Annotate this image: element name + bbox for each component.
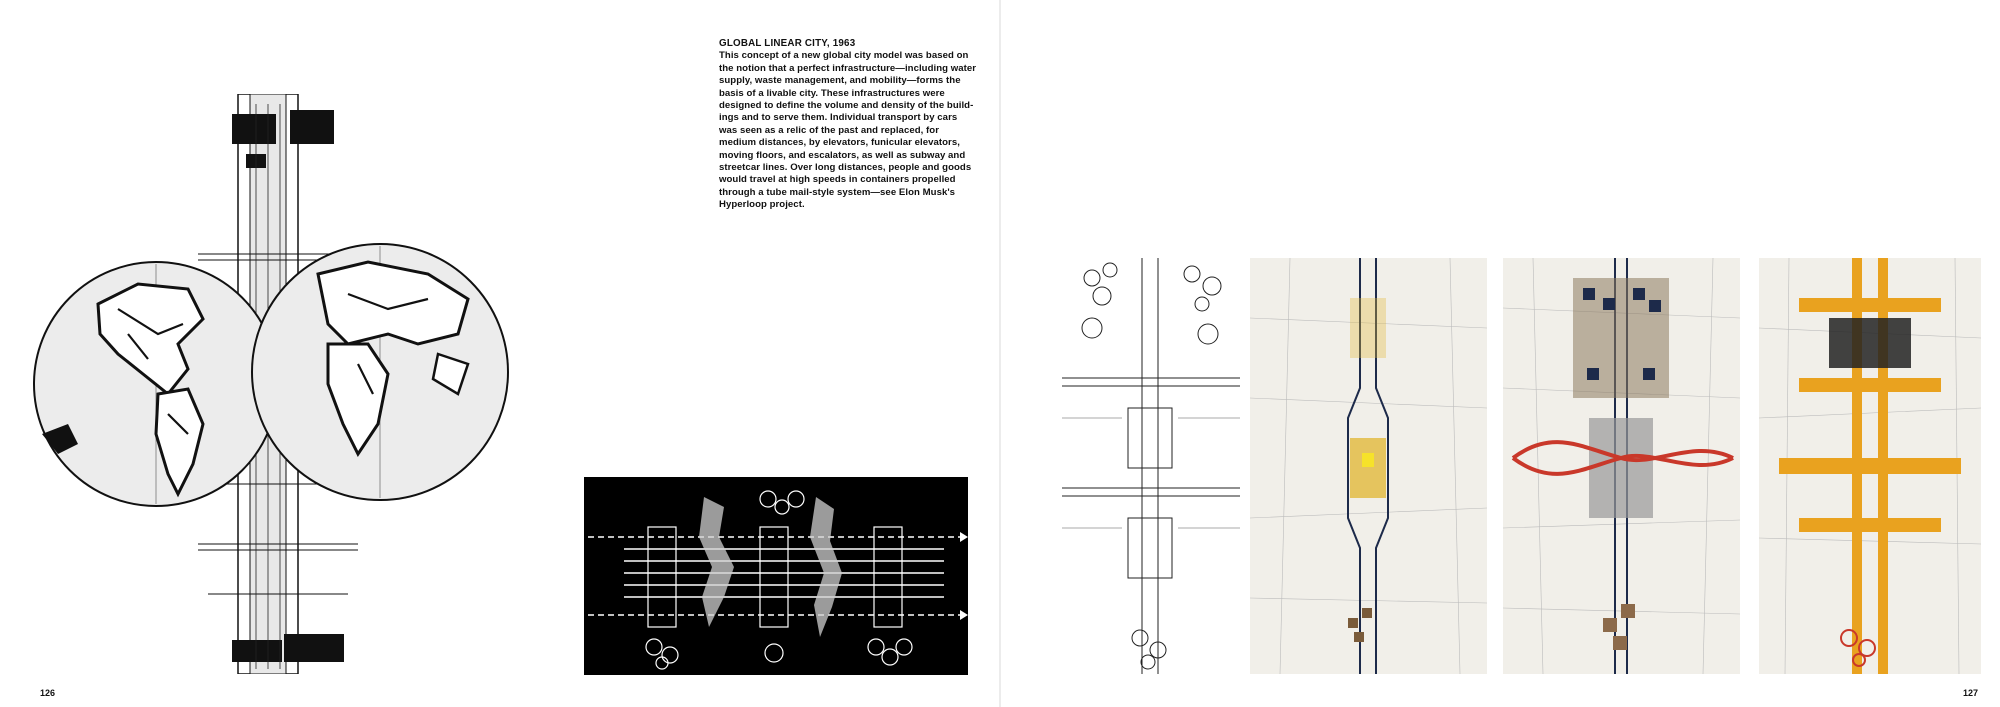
gutter [999, 0, 1001, 707]
figure-globe-linear-city [28, 94, 568, 674]
caption [719, 38, 977, 212]
page-number-left: 126 [40, 688, 56, 698]
caption-body: This concept of a new global city model was based on the notion that a perfect infrastructure—including water supply, waste management, and mobility—forms the basis of a livable city. These infrastructures were designed to define the volume and density of the build-ings and to serve them. Individual transport by cars was seen as a relic of the past and replaced, for medium distances, by elevators, funicular elevators, moving floors, and escalators, as well as subway and streetcar lines. Over long distances, people and goods would travel at high speeds in containers propelled through a tube mail-style system—see Elon Musk's Hyperloop project. [719, 50, 977, 211]
page-number-right: 127 [1962, 688, 1978, 698]
figure-linear-city-network [584, 477, 968, 675]
caption-title: GLOBAL LINEAR CITY, 1963 [719, 38, 856, 49]
figure-linear-city-line-plan [1062, 258, 1240, 674]
figure-plan-orange [1759, 258, 1981, 674]
figure-plan-brown-red [1503, 258, 1740, 674]
figure-plan-yellow [1250, 258, 1487, 674]
